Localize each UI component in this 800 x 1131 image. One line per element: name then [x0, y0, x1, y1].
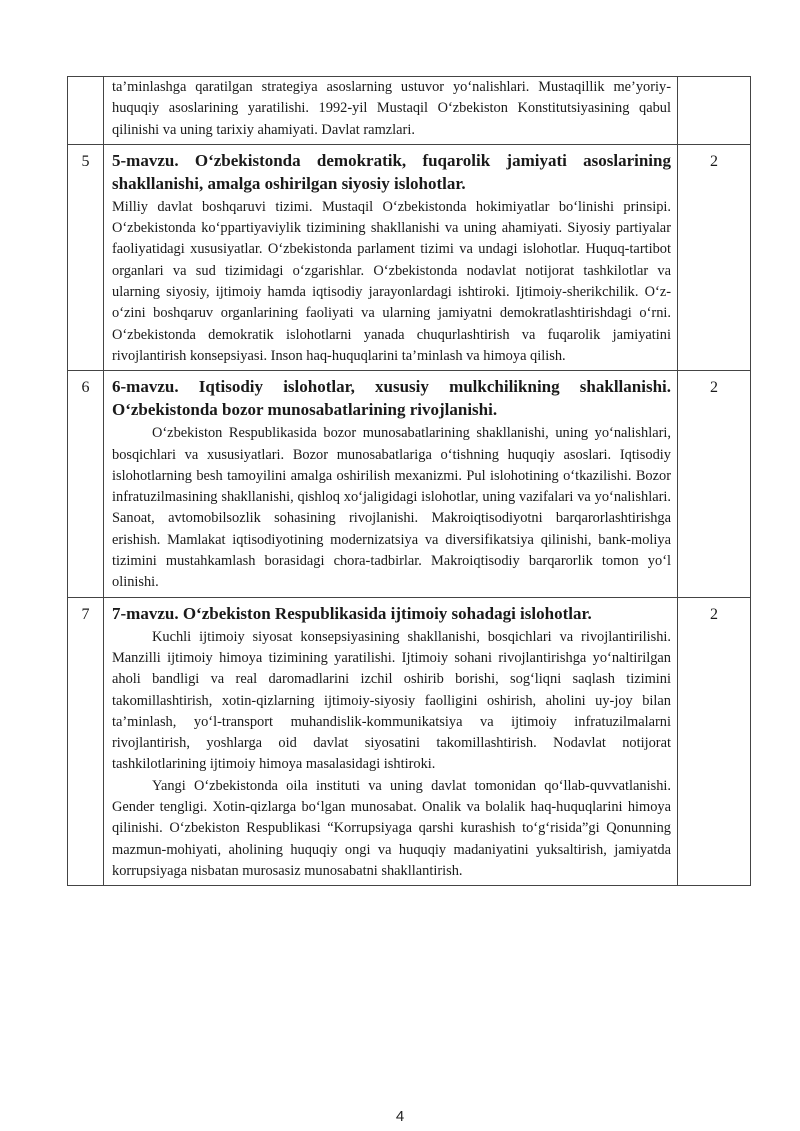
topic-paragraph: Milliy davlat boshqaruvi tizimi. Mustaqil O‘zbekistonda hokimiyatlar bo‘linishi prinsipi. O‘zbekistonda ko‘ppartiyaviylik tizimining shakllanishi va uning ahamiyati. Siyosiy partiyalar faoliyatidagi xususiyatlar. O‘zbekistonda parlament tizimi va undagi islohotlar. Huquq-tartibot organlari va sud tizimidagi o‘zgarishlar. O‘zbekistonda nodavlat notijorat tashkilotlar va ularning siyosiy, ijtimoiy hamda iqtisodiy jarayonlardagi ishtiroki. Ijtimoiy-sherikchilik. O‘z-o‘zini boshqaruv organlarining faoliyati va ularning jamiyatni demokratlashtirishdagi o‘rni. O‘zbekistonda demokratik islohotlarni yanada chuqurlashtirish va fuqarolik jamiyatini rivojlantirish konsepsiyasi. Inson haq-huquqlarini ta’minlash va himoya qilish. — [112, 198, 671, 364]
row-number-cell: 5 — [68, 144, 104, 370]
table-row-topic-6 — [68, 371, 751, 597]
topic-content-cell — [104, 144, 678, 370]
topic-title: 6-mavzu. Iqtisodiy islohotlar, xususiy mulkchilikning shakllanishi. O‘zbekistonda bozor munosabatlarining rivojlanishi. — [112, 377, 671, 420]
row-number-cell: 6 — [68, 371, 104, 597]
topic-content-cell — [104, 371, 678, 597]
hours-cell: 2 — [678, 371, 751, 597]
topic-content-cell — [104, 597, 678, 886]
row-number-cell: 7 — [68, 597, 104, 886]
hours-cell: 2 — [678, 144, 751, 370]
topic-paragraph: ta’minlashga qaratilgan strategiya asoslarning ustuvor yo‘nalishlari. Mustaqillik me’yoriy- huquqiy asoslarining yaratilishi. 1992-yil Mustaqil O‘zbekiston Konstitutsiyasining qabul qilinishi va uning tarixiy ahamiyati. Davlat ramzlari. — [112, 79, 671, 138]
topic-title: 7-mavzu. O‘zbekiston Respublikasida ijtimoiy sohadagi islohotlar. — [112, 603, 592, 623]
topic-content-cell — [104, 77, 678, 145]
topic-paragraph: Kuchli ijtimoiy siyosat konsepsiyasining shakllanishi, bosqichlari va rivojlantirilishi. Manzilli ijtimoiy himoya tizimining yaratilishi. Ijtimoiy sohani rivojlantirishga yo‘naltirilgan aholi bandligi va real daromadlarini izchil oshirib borishi, sog‘liqni saqlash tizimini takomillashtirish, xotin-qizlarning ijtimoiy-siyosiy faolligini oshirish, aholini uy-joy bilan ta’minlash, yo‘l-transport muhandislik-kommunikatsiya va ijtimoiy infratuzilmalarni rivojlantirish, yoshlarga oid davlat siyosatini takomillashtirish. Nodavlat notijorat tashkilotlarining ijtimoiy himoya masalasidagi ishtiroki. — [112, 628, 671, 773]
syllabus-table — [67, 76, 751, 886]
topic-paragraph: Yangi O‘zbekistonda oila instituti va uning davlat tomonidan qo‘llab-quvvatlanishi. Gender tengligi. Xotin-qizlarga bo‘lgan munosabat. Onalik va bolalik haq-huquqlarini himoya qilinishi. O‘zbekiston Respublikasi “Korrupsiyaga qarshi kurashish to‘g‘risida”gi Qonunning mazmun-mohiyati, aholining huquqiy ongi va huquqiy madaniyatini yuksaltirish, jamiyatda korrupsiyaga nisbatan murosasiz munosabatni shakllantirish. — [112, 777, 671, 879]
topic-paragraph: O‘zbekiston Respublikasida bozor munosabatlarining shakllanishi, uning yo‘nalishlari, bosqichlari va xususiyatlari. Bozor munosabatlariga o‘tishning huquqiy asoslari. Iqtisodiy islohotlarning besh tamoyilini amalga oshirilish mexanizmi. Pul islohotining o‘tkazilishi. Bozor infratuzilmasining shakllanishi, qishloq xo‘jaligidagi islohotlar, uning vazifalari va yo‘nalishlari. Sanoat, avtomobilsozlik sohasining rivojlanishi. Makroiqtisodiyotni barqarorlashtirishga erishish. Mamlakat iqtisodiyotining modernizatsiya va diversifikatsiya qilinishi, bank-moliya tizimini mustahkamlash borasidagi chora-tadbirlar. Makroiqtisodiy barqarorlik tomon yo‘l olinishi. — [112, 425, 671, 591]
hours-cell: 2 — [678, 597, 751, 886]
table-row-topic-5 — [68, 144, 751, 370]
table-row-topic-7 — [68, 597, 751, 886]
page-number: 4 — [395, 1108, 405, 1125]
row-number-cell — [68, 77, 104, 145]
hours-cell — [678, 77, 751, 145]
table-row-continuation — [68, 77, 751, 145]
topic-title: 5-mavzu. O‘zbekistonda demokratik, fuqarolik jamiyati asoslarining shakllanishi, amalga oshirilgan siyosiy islohotlar. — [112, 150, 671, 193]
